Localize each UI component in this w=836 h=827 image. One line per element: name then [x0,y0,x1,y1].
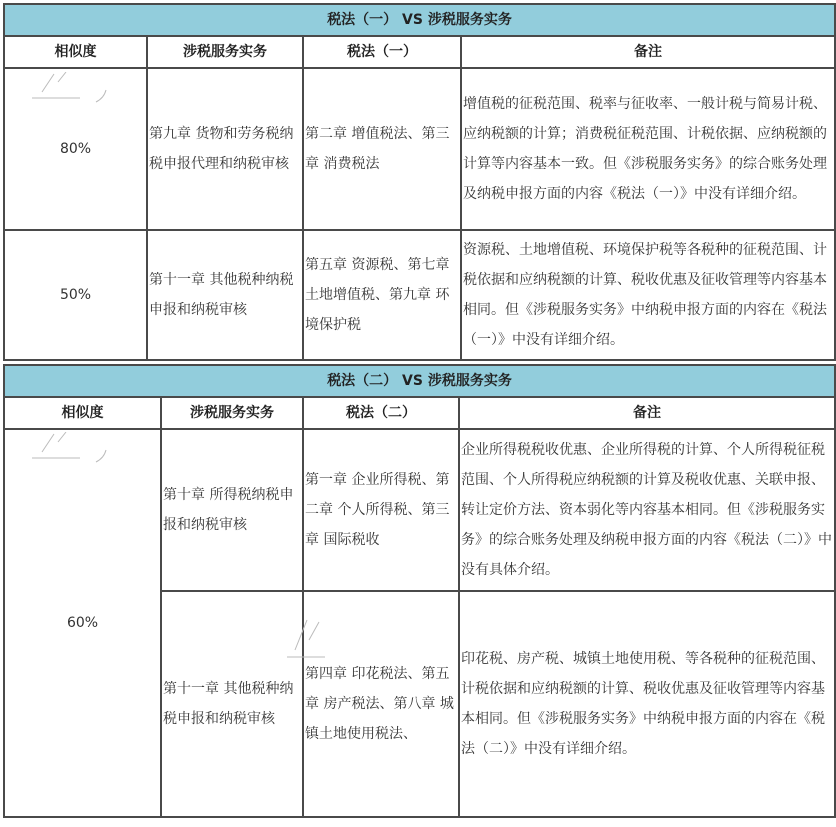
header-note: 备注 [459,397,835,429]
note-cell: 印花税、房产税、城镇土地使用税、等各税种的征税范围、计税依据和应纳税额的计算、税收优惠及征收管理等内容基本相同。但《涉税服务实务》中纳税申报方面的内容在《税法（二）》中没有详细介绍。 [459,591,835,817]
similarity-cell: 60% [4,429,161,817]
practice-cell: 第九章 货物和劳务税纳税申报代理和纳税审核 [147,68,303,230]
header-practice: 涉税服务实务 [161,397,303,429]
header-similarity: 相似度 [4,397,161,429]
note-cell: 资源税、土地增值税、环境保护税等各税种的征税范围、计税依据和应纳税额的计算、税收优惠及征收管理等内容基本相同。但《涉税服务实务》中纳税申报方面的内容在《税法（一）》中没有详细介绍。 [461,230,835,360]
table-title: 税法（一） VS 涉税服务实务 [4,4,835,36]
table-title: 税法（二） VS 涉税服务实务 [4,365,835,397]
header-practice: 涉税服务实务 [147,36,303,68]
note-cell: 企业所得税税收优惠、企业所得税的计算、个人所得税征税范围、个人所得税应纳税额的计算及税收优惠、关联申报、转让定价方法、资本弱化等内容基本相同。但《涉税服务实务》的综合账务处理及纳税申报方面的内容《税法（二）》中没有具体介绍。 [459,429,835,591]
tax-law-cell: 第四章 印花税法、第五章 房产税法、第八章 城镇土地使用税法、 [303,591,459,817]
table-row [4,429,835,591]
practice-cell: 第十章 所得税纳税申报和纳税审核 [161,429,303,591]
note-cell: 增值税的征税范围、税率与征收率、一般计税与简易计税、应纳税额的计算；消费税征税范围、计税依据、应纳税额的计算等内容基本一致。但《涉税服务实务》的综合账务处理及纳税申报方面的内容《税法（一）》中没有详细介绍。 [461,68,835,230]
practice-cell: 第十一章 其他税种纳税申报和纳税审核 [147,230,303,360]
tax-law-cell: 第五章 资源税、第七章 土地增值税、第九章 环境保护税 [303,230,461,360]
tax-law-cell: 第二章 增值税法、第三章 消费税法 [303,68,461,230]
table-row [4,230,835,360]
comparison-table-tax-law-2 [3,364,836,818]
header-tax-law: 税法（一） [303,36,461,68]
header-note: 备注 [461,36,835,68]
practice-cell: 第十一章 其他税种纳税申报和纳税审核 [161,591,303,817]
similarity-cell: 80% [4,68,147,230]
tax-law-cell: 第一章 企业所得税、第二章 个人所得税、第三章 国际税收 [303,429,459,591]
table-row [4,68,835,230]
header-similarity: 相似度 [4,36,147,68]
comparison-table-tax-law-1 [3,3,836,361]
similarity-cell: 50% [4,230,147,360]
header-tax-law: 税法（二） [303,397,459,429]
